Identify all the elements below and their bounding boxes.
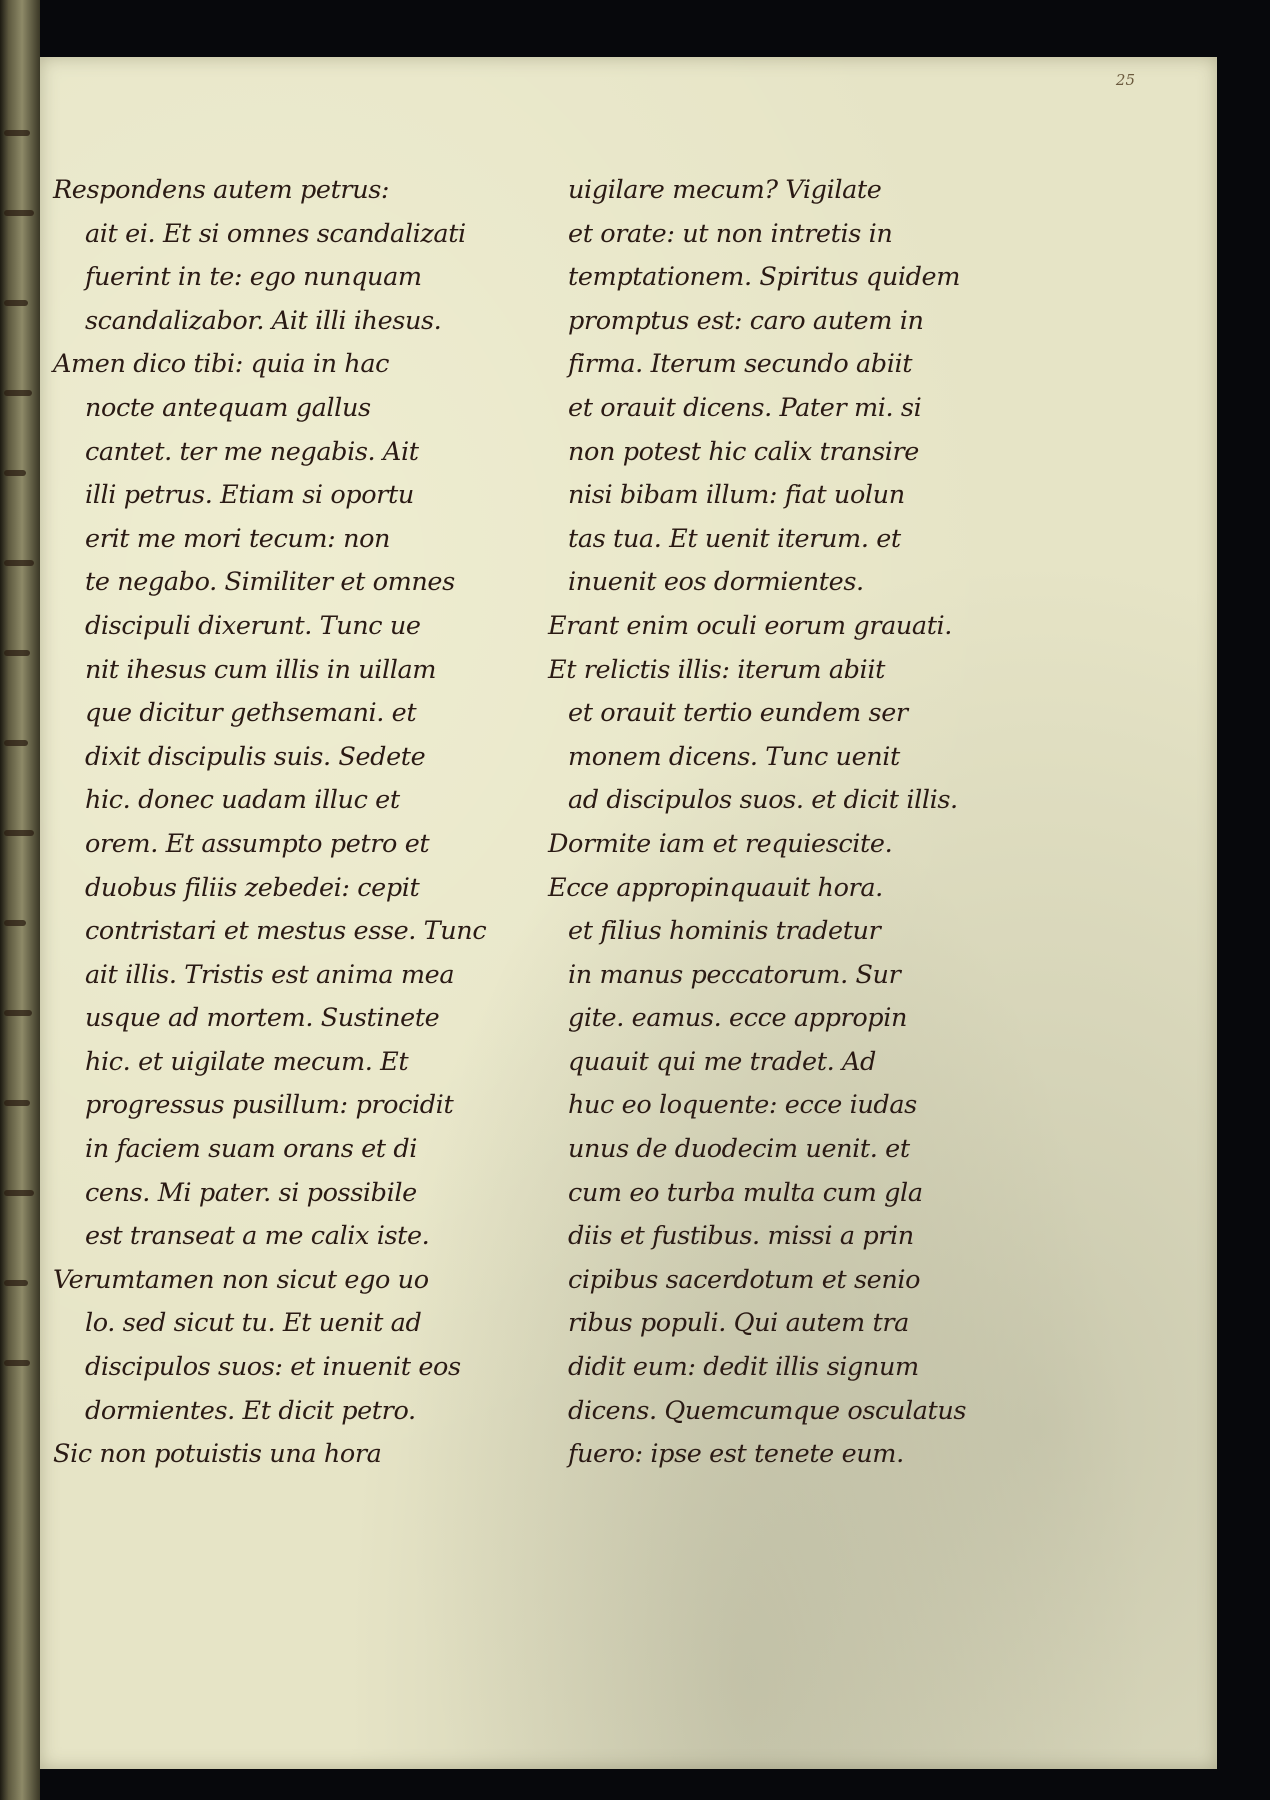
text-line: et orauit dicens. Pater mi. si bbox=[568, 392, 922, 423]
text-line: ad discipulos suos. et dicit illis. bbox=[568, 785, 958, 816]
text-line: duobus filiis zebedei: cepit bbox=[85, 872, 420, 903]
text-line: usque ad mortem. Sustinete bbox=[85, 1003, 440, 1034]
text-line: dicens. Quemcumque osculatus bbox=[568, 1395, 967, 1426]
text-line: et orauit tertio eundem ser bbox=[568, 698, 908, 729]
text-line: contristari et mestus esse. Tunc bbox=[85, 916, 487, 947]
text-line: cum eo turba multa cum gla bbox=[568, 1177, 923, 1208]
text-line: promptus est: caro autem in bbox=[568, 305, 924, 336]
text-line: Dormite iam et requiescite. bbox=[548, 828, 893, 859]
text-line: nit ihesus cum illis in uillam bbox=[85, 654, 437, 685]
right-text-column bbox=[530, 169, 1030, 1477]
text-line: diis et fustibus. missi a prin bbox=[568, 1221, 914, 1252]
text-line: que dicitur gethsemani. et bbox=[85, 698, 417, 729]
text-line: non potest hic calix transire bbox=[568, 436, 919, 467]
text-line: Verumtamen non sicut ego uo bbox=[53, 1264, 429, 1295]
text-line: discipulos suos: et inuenit eos bbox=[85, 1352, 461, 1383]
text-line: est transeat a me calix iste. bbox=[85, 1221, 430, 1252]
text-line: orem. Et assumpto petro et bbox=[85, 828, 430, 859]
text-line: et orate: ut non intretis in bbox=[568, 218, 893, 249]
text-line: fuero: ipse est tenete eum. bbox=[568, 1439, 904, 1470]
text-line: dixit discipulis suis. Sedete bbox=[85, 741, 426, 772]
adjacent-leaf-edge bbox=[0, 0, 40, 1800]
text-line: uigilare mecum? Vigilate bbox=[568, 175, 882, 205]
text-line: didit eum: dedit illis signum bbox=[568, 1352, 919, 1383]
text-line: tas tua. Et uenit iterum. et bbox=[568, 523, 901, 554]
text-line: ait illis. Tristis est anima mea bbox=[85, 959, 455, 990]
text-line: te negabo. Similiter et omnes bbox=[85, 567, 455, 598]
text-line: fuerint in te: ego nunquam bbox=[85, 262, 422, 293]
text-line: illi petrus. Etiam si oportu bbox=[85, 480, 414, 511]
manuscript-page bbox=[40, 57, 1217, 1769]
text-line: hic. et uigilate mecum. Et bbox=[85, 1046, 409, 1077]
text-line: et filius hominis tradetur bbox=[568, 916, 881, 947]
text-line: dormientes. Et dicit petro. bbox=[85, 1395, 416, 1426]
text-line: Amen dico tibi: quia in hac bbox=[53, 349, 390, 380]
text-line: huc eo loquente: ecce iudas bbox=[568, 1090, 917, 1121]
text-line: Et relictis illis: iterum abiit bbox=[548, 654, 885, 685]
text-line: erit me mori tecum: non bbox=[85, 523, 391, 554]
text-line: cens. Mi pater. si possibile bbox=[85, 1177, 417, 1208]
text-line: in manus peccatorum. Sur bbox=[568, 959, 901, 990]
text-line: discipuli dixerunt. Tunc ue bbox=[85, 610, 421, 641]
text-line: quauit qui me tradet. Ad bbox=[568, 1046, 876, 1077]
text-line: scandalizabor. Ait illi ihesus. bbox=[85, 305, 442, 336]
text-line: nocte antequam gallus bbox=[85, 392, 371, 423]
text-line: ribus populi. Qui autem tra bbox=[568, 1308, 909, 1339]
text-line: firma. Iterum secundo abiit bbox=[568, 349, 913, 380]
text-line: nisi bibam illum: fiat uolun bbox=[568, 480, 905, 511]
text-line: hic. donec uadam illuc et bbox=[85, 785, 400, 816]
text-line: Erant enim oculi eorum grauati. bbox=[548, 610, 953, 641]
text-line: gite. eamus. ecce appropin bbox=[568, 1003, 907, 1034]
text-line: in faciem suam orans et di bbox=[85, 1134, 418, 1165]
text-line: progressus pusillum: procidit bbox=[85, 1090, 454, 1121]
text-line: Sic non potuistis una hora bbox=[53, 1439, 382, 1470]
left-text-column bbox=[53, 169, 509, 1477]
text-line: Ecce appropinquauit hora. bbox=[548, 872, 883, 903]
text-line: Respondens autem petrus: bbox=[53, 175, 390, 205]
text-line: cantet. ter me negabis. Ait bbox=[85, 436, 419, 467]
text-line: inuenit eos dormientes. bbox=[568, 567, 864, 598]
text-line: monem dicens. Tunc uenit bbox=[568, 741, 900, 772]
text-line: cipibus sacerdotum et senio bbox=[568, 1264, 921, 1295]
text-line: ait ei. Et si omnes scandalizati bbox=[85, 218, 466, 249]
folio-number: 25 bbox=[1115, 71, 1135, 89]
text-line: temptationem. Spiritus quidem bbox=[568, 262, 961, 293]
text-line: unus de duodecim uenit. et bbox=[568, 1134, 910, 1165]
text-line: lo. sed sicut tu. Et uenit ad bbox=[85, 1308, 422, 1339]
